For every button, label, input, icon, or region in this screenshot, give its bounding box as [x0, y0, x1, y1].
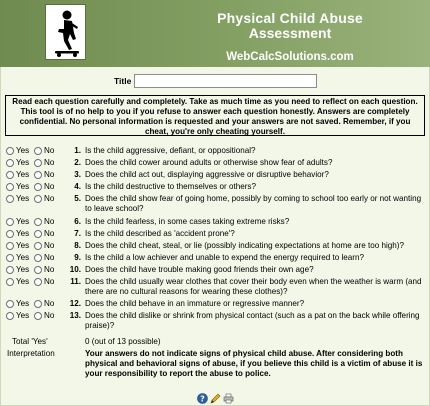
- question-row: [1, 277, 430, 297]
- yes-label: Yes: [16, 299, 30, 308]
- app-title: Physical Child Abuse: [217, 10, 363, 26]
- title-label: Title: [114, 76, 132, 86]
- yes-label: Yes: [16, 170, 30, 179]
- yes-label: Yes: [16, 311, 30, 320]
- yes-label: Yes: [16, 253, 30, 262]
- yes-label: Yes: [16, 194, 30, 203]
- skateboarder-icon: [45, 4, 86, 60]
- header-banner: [0, 0, 430, 67]
- question-number: 13.: [69, 311, 81, 320]
- question-text: Does the child cower around adults or otherwise show fear of adults?: [85, 158, 333, 167]
- app-title-line2: Assessment: [248, 25, 332, 41]
- help-icon[interactable]: [197, 393, 208, 404]
- no-label: No: [44, 182, 55, 191]
- question-number: 7.: [74, 229, 81, 238]
- yes-radio[interactable]: [6, 171, 14, 179]
- instructions-box: Read each question carefully and completely. Take as much time as you need to reflect on each question. This tool is of no help to you if you refuse to answer each question honestly. Answers are completely confidential. No personal information is requested and your answers are not saved. Remember, if you cheat, you're only cheating yourself.: [5, 95, 425, 136]
- yes-radio[interactable]: [6, 254, 14, 262]
- no-label: No: [44, 170, 55, 179]
- site-name: WebCalcSolutions.com: [226, 51, 354, 63]
- no-label: No: [44, 299, 55, 308]
- no-radio[interactable]: [34, 147, 42, 155]
- no-label: No: [44, 194, 55, 203]
- yes-radio[interactable]: [6, 266, 14, 274]
- question-text: Is the child a low achiever and unable to expend the energy required to learn?: [85, 253, 364, 262]
- question-number: 8.: [74, 241, 81, 250]
- yes-label: Yes: [16, 241, 30, 250]
- question-number: 10.: [69, 265, 81, 274]
- print-icon[interactable]: [223, 393, 234, 404]
- title-input[interactable]: [134, 74, 317, 88]
- question-text: Does the child act out, displaying aggressive or disruptive behavior?: [85, 170, 329, 179]
- yes-label: Yes: [16, 146, 30, 155]
- no-radio[interactable]: [34, 300, 42, 308]
- question-text: Does the child show fear of going home, possibly by coming to school too early or not wanting to leave school?: [85, 194, 422, 213]
- question-row: [1, 146, 430, 156]
- no-radio[interactable]: [34, 195, 42, 203]
- question-number: 11.: [70, 277, 81, 286]
- yes-radio[interactable]: [6, 312, 14, 320]
- yes-label: Yes: [16, 265, 30, 274]
- yes-radio[interactable]: [6, 195, 14, 203]
- question-number: 4.: [74, 182, 81, 191]
- yes-radio[interactable]: [6, 218, 14, 226]
- interpretation-label: Interpretation: [7, 349, 55, 358]
- no-radio[interactable]: [34, 159, 42, 167]
- question-row: [1, 182, 430, 192]
- yes-label: Yes: [16, 229, 30, 238]
- question-number: 3.: [74, 170, 81, 179]
- no-label: No: [44, 311, 55, 320]
- yes-radio[interactable]: [6, 230, 14, 238]
- yes-label: Yes: [16, 277, 30, 286]
- no-radio[interactable]: [34, 242, 42, 250]
- question-text: Is the child aggressive, defiant, or oppositional?: [85, 146, 256, 155]
- question-text: Is the child fearless, in some cases taking extreme risks?: [85, 217, 290, 226]
- question-row: [1, 299, 430, 309]
- no-label: No: [44, 277, 55, 286]
- no-label: No: [44, 265, 55, 274]
- question-text: Is the child destructive to themselves or others?: [85, 182, 256, 191]
- title-row: [1, 73, 430, 91]
- no-radio[interactable]: [34, 171, 42, 179]
- no-radio[interactable]: [34, 230, 42, 238]
- no-radio[interactable]: [34, 278, 42, 286]
- question-text: Is the child described as 'accident prone'?: [85, 229, 235, 238]
- question-number: 9.: [74, 253, 81, 262]
- question-row: [1, 217, 430, 227]
- total-yes-label: Total 'Yes': [12, 337, 48, 346]
- no-label: No: [44, 253, 55, 262]
- question-row: [1, 229, 430, 239]
- yes-radio[interactable]: [6, 300, 14, 308]
- question-text: Does the child dislike or shrink from physical contact (such as a pat on the back while offering praise)?: [85, 311, 420, 330]
- question-number: 2.: [74, 158, 81, 167]
- no-radio[interactable]: [34, 254, 42, 262]
- yes-radio[interactable]: [6, 159, 14, 167]
- question-number: 12.: [69, 299, 81, 308]
- question-row: [1, 170, 430, 180]
- question-row: [1, 194, 430, 214]
- total-yes-value: 0 (out of 13 possible): [85, 337, 161, 346]
- edit-icon[interactable]: [210, 393, 221, 404]
- question-text: Does the child have trouble making good friends their own age?: [85, 265, 314, 274]
- interpretation-text: Your answers do not indicate signs of physical child abuse. After considering both physical and behavioral signs of abuse, if you believe this child is a victim of abuse it is your responsibility to report the abuse to police.: [85, 349, 423, 378]
- no-radio[interactable]: [34, 218, 42, 226]
- question-row: [1, 253, 430, 263]
- question-text: Does the child usually wear clothes that cover their body even when the weather is warm (and there are no cultural reasons for wearing these clothes)?: [85, 277, 422, 296]
- assessment-form: [0, 67, 430, 391]
- yes-radio[interactable]: [6, 183, 14, 191]
- footer-toolbar: [0, 391, 430, 406]
- question-text: Does the child behave in an immature or regressive manner?: [85, 299, 305, 308]
- yes-label: Yes: [16, 217, 30, 226]
- svg-text:?: ?: [200, 394, 205, 404]
- question-number: 5.: [74, 194, 81, 203]
- yes-radio[interactable]: [6, 147, 14, 155]
- yes-radio[interactable]: [6, 242, 14, 250]
- question-number: 6.: [74, 217, 81, 226]
- yes-label: Yes: [16, 158, 30, 167]
- no-label: No: [44, 229, 55, 238]
- no-label: No: [44, 217, 55, 226]
- question-row: [1, 265, 430, 275]
- question-row: [1, 158, 430, 168]
- question-number: 1.: [74, 146, 81, 155]
- no-radio[interactable]: [34, 266, 42, 274]
- question-row: [1, 241, 430, 251]
- question-row: [1, 311, 430, 331]
- no-radio[interactable]: [34, 312, 42, 320]
- question-text: Does the child cheat, steal, or lie (possibly indicating expectations at home are too high)?: [85, 241, 404, 250]
- no-label: No: [44, 241, 55, 250]
- no-radio[interactable]: [34, 183, 42, 191]
- no-label: No: [44, 146, 55, 155]
- yes-radio[interactable]: [6, 278, 14, 286]
- yes-label: Yes: [16, 182, 30, 191]
- no-label: No: [44, 158, 55, 167]
